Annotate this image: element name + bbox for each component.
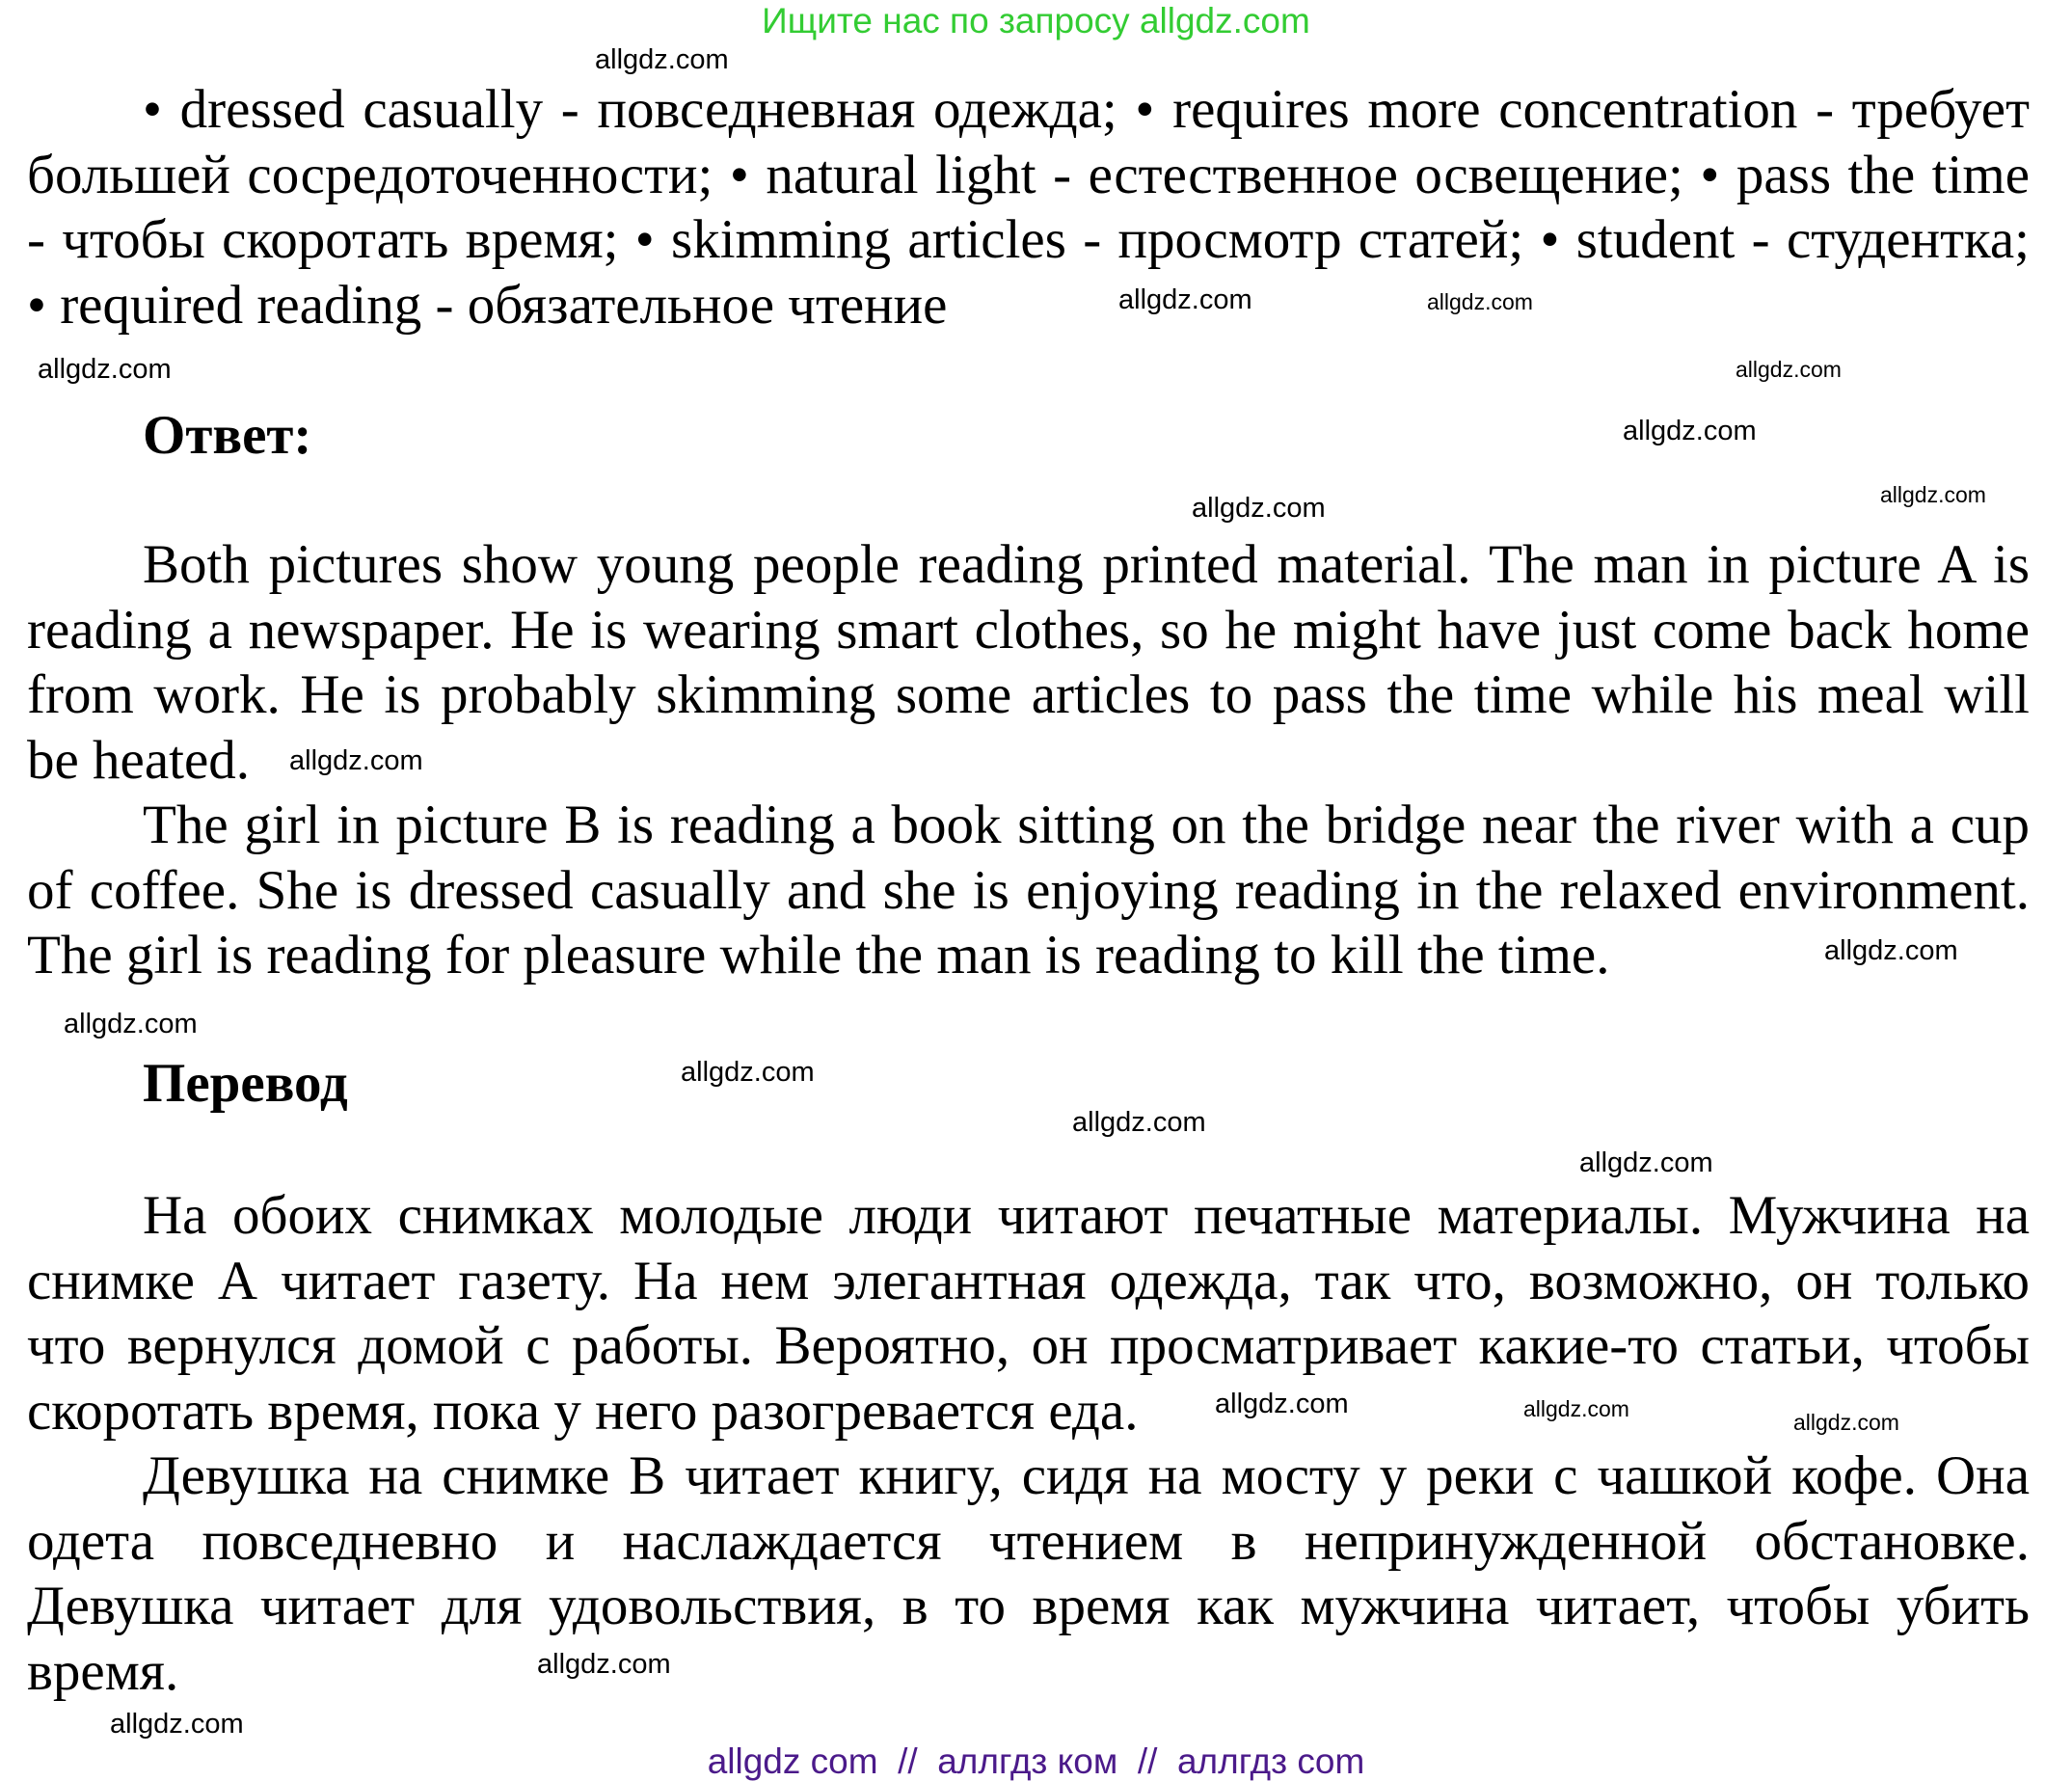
- watermark: allgdz.com: [64, 1009, 198, 1039]
- footer-links: allgdz com // аллгдз ком // аллгдз com: [707, 1741, 1365, 1781]
- translation-line: Девушка на снимке В читает книгу, сидя на мосту у реки с чашкой кофе. Она: [143, 1445, 2030, 1506]
- watermark: allgdz.com: [1623, 416, 1757, 446]
- translation-line: время.: [27, 1640, 179, 1702]
- answer-heading: Ответ:: [143, 405, 312, 466]
- translation-line: одета повседневно и наслаждается чтением в непринужденной обстановке.: [27, 1510, 2030, 1572]
- answer-line: of coffee. She is dressed casually and she is enjoying reading in the relaxed environment.: [27, 859, 2030, 921]
- watermark: allgdz.com: [1427, 289, 1533, 314]
- answer-line: be heated.: [27, 729, 251, 791]
- watermark: allgdz.com: [681, 1057, 815, 1088]
- watermark: allgdz.com: [595, 44, 729, 75]
- watermark: allgdz.com: [1579, 1147, 1713, 1178]
- answer-line: reading a newspaper. He is wearing smart clothes, so he might have just come back home: [27, 599, 2030, 661]
- translation-line: скоротать время, пока у него разогревается еда.: [27, 1380, 1139, 1442]
- answer-line: Both pictures show young people reading printed material. The man in picture A is: [143, 534, 2030, 595]
- watermark: allgdz.com: [110, 1709, 244, 1740]
- watermark: allgdz.com: [537, 1649, 671, 1680]
- translation-line: что вернулся домой с работы. Вероятно, он просматривает какие-то статьи, чтобы: [27, 1315, 2030, 1376]
- answer-line: The girl in picture B is reading a book sitting on the bridge near the river with a cup: [143, 795, 2030, 855]
- site-banner: Ищите нас по запросу allgdz.com: [762, 1, 1310, 40]
- watermark: allgdz.com: [1880, 482, 1986, 507]
- vocab-line: • required reading - обязательное чтение: [27, 274, 948, 336]
- watermark: allgdz.com: [1118, 284, 1252, 315]
- watermark: allgdz.com: [1192, 493, 1326, 524]
- watermark: allgdz.com: [1072, 1107, 1206, 1138]
- watermark: allgdz.com: [38, 354, 172, 385]
- translation-line: Девушка читает для удовольствия, в то время как мужчина читает, чтобы убить: [27, 1576, 2030, 1636]
- vocabulary-block: [27, 77, 2030, 337]
- translation-heading: Перевод: [143, 1053, 348, 1114]
- answer-line: from work. He is probably skimming some articles to pass the time while his meal will: [27, 664, 2030, 725]
- watermark: allgdz.com: [1736, 357, 1842, 382]
- watermark: allgdz.com: [289, 745, 423, 776]
- watermark: allgdz.com: [1215, 1389, 1349, 1419]
- translation-line: снимке А читает газету. На нем элегантная одежда, так что, возможно, он только: [27, 1250, 2030, 1311]
- watermark: allgdz.com: [1793, 1410, 1899, 1435]
- translation-line: На обоих снимках молодые люди читают печатные материалы. Мужчина на: [143, 1185, 2030, 1246]
- vocab-line: • dressed casually - повседневная одежда; • requires more concentration - требует: [143, 79, 2030, 140]
- answer-line: The girl is reading for pleasure while the man is reading to kill the time.: [27, 925, 1610, 985]
- vocab-line: - чтобы скоротать время; • skimming articles - просмотр статей; • student - студентка;: [27, 209, 2030, 270]
- watermark: allgdz.com: [1523, 1396, 1629, 1421]
- translation-text: [27, 1183, 2030, 1704]
- watermark: allgdz.com: [1824, 935, 1958, 966]
- vocab-line: большей сосредоточенности; • natural light - естественное освещение; • pass the time: [27, 144, 2030, 205]
